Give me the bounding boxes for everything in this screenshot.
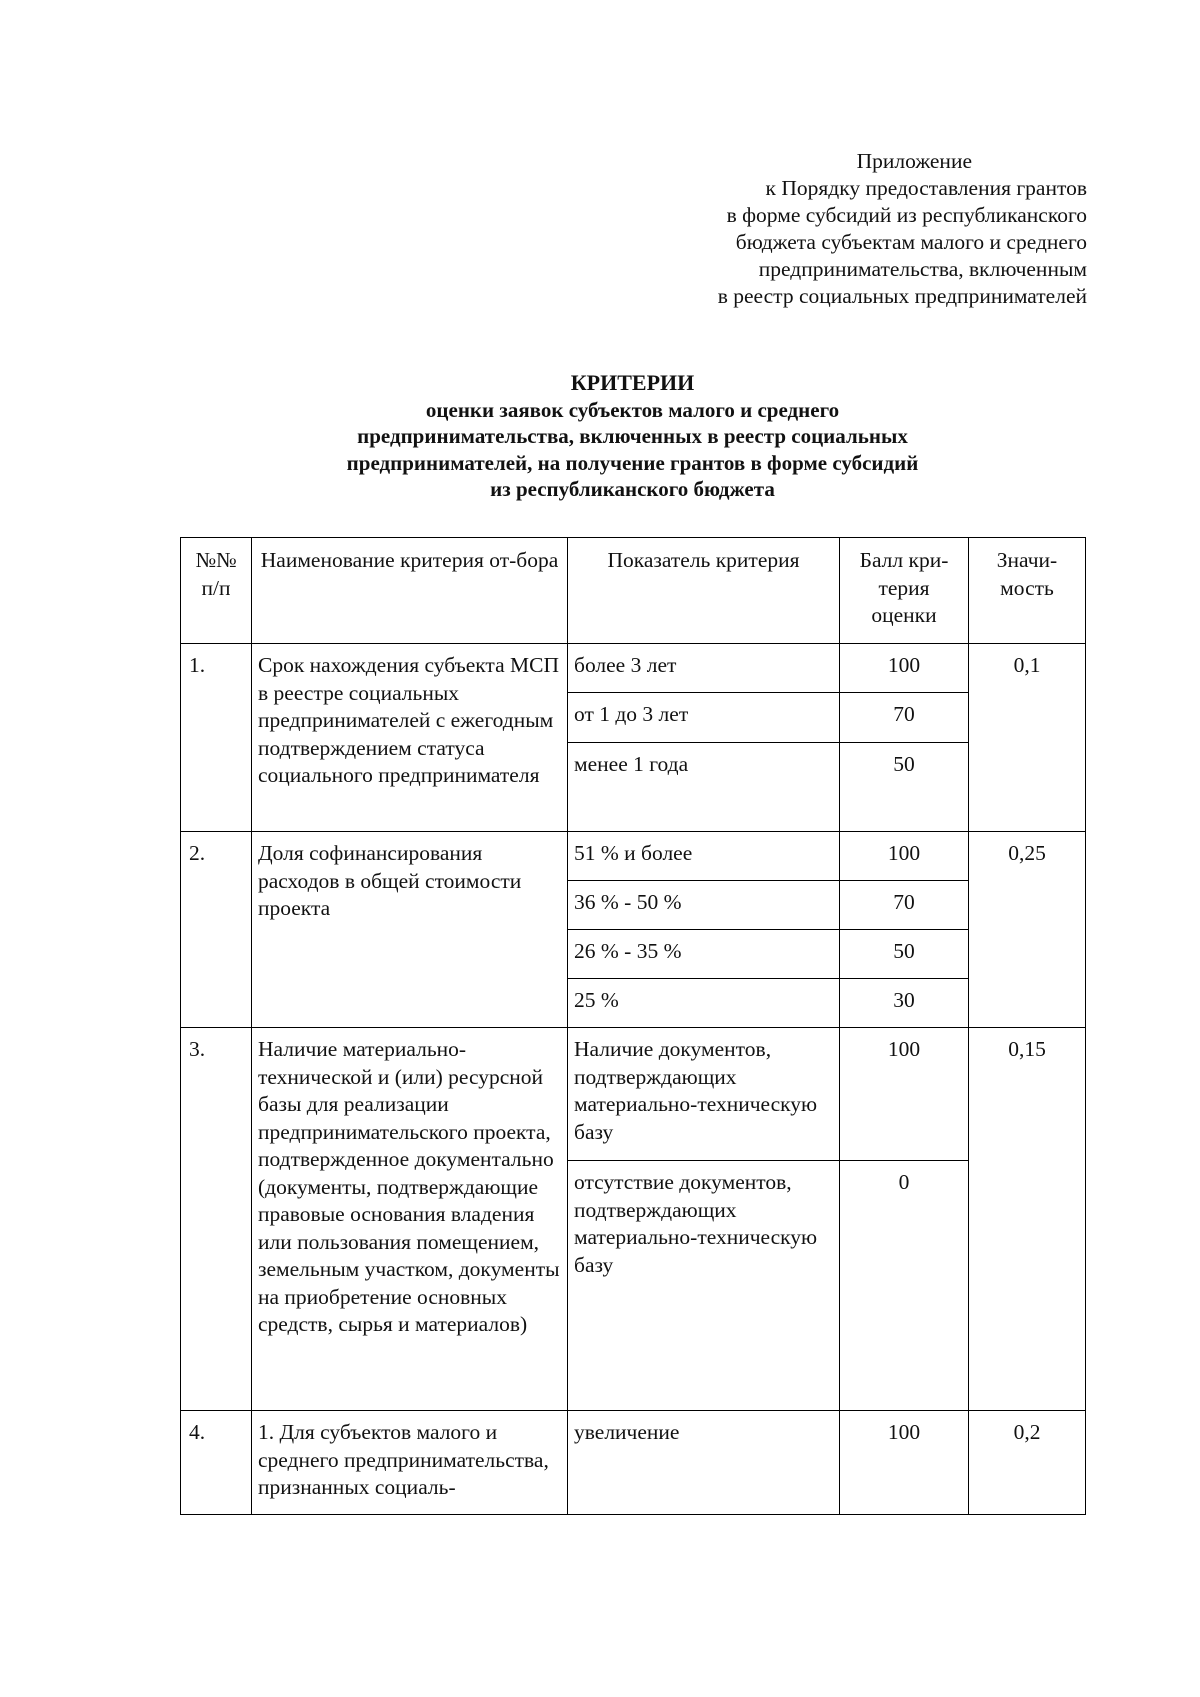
title-line: оценки заявок субъектов малого и среднего xyxy=(425,397,840,422)
indicator-cell: 26 % - 35 % xyxy=(568,930,840,979)
row-number: 3. xyxy=(181,1028,252,1411)
weight-cell: 0,1 xyxy=(969,644,1086,832)
row-number: 2. xyxy=(181,832,252,1028)
indicator-cell: увеличение xyxy=(568,1411,840,1515)
annex-line: предпринимательства, включенным xyxy=(758,257,1087,281)
indicator-cell: менее 1 года xyxy=(568,743,840,832)
weight-cell: 0,15 xyxy=(969,1028,1086,1411)
score-cell: 50 xyxy=(840,930,969,979)
title-line: предпринимательства, включенных в реестр социальных xyxy=(357,424,908,448)
table-row xyxy=(181,832,1086,881)
header-weight: Значи-мость xyxy=(969,538,1086,644)
table-header-row xyxy=(181,538,1086,644)
criteria-table xyxy=(180,537,1086,1515)
row-number: 4. xyxy=(181,1411,252,1515)
annex-line: Приложение xyxy=(856,149,972,173)
title-line: предпринимателей, на получение грантов в форме субсидий xyxy=(346,450,919,475)
indicator-cell: 36 % - 50 % xyxy=(568,881,840,930)
header-indicator: Показатель критерия xyxy=(568,538,840,644)
score-cell: 100 xyxy=(840,832,969,881)
table-row xyxy=(181,1028,1086,1161)
indicator-cell: от 1 до 3 лет xyxy=(568,693,840,743)
criterion-name: Доля софинансирования расходов в общей стоимости проекта xyxy=(252,832,568,1028)
annex-line: в форме субсидий из республиканского xyxy=(726,203,1087,227)
document-title xyxy=(180,370,1085,503)
score-cell: 100 xyxy=(840,1028,969,1161)
score-cell: 70 xyxy=(840,881,969,930)
header-num: №№ п/п xyxy=(181,538,252,644)
weight-cell: 0,2 xyxy=(969,1411,1086,1515)
title-heading: КРИТЕРИИ xyxy=(570,370,695,395)
criterion-name: 1. Для субъектов малого и среднего предпринимательства, признанных социаль- xyxy=(252,1411,568,1515)
indicator-cell: Наличие документов, подтверждающих материально-техническую базу xyxy=(568,1028,840,1161)
annex-line: к Порядку предоставления грантов xyxy=(765,176,1087,200)
indicator-cell: более 3 лет xyxy=(568,644,840,693)
score-cell: 100 xyxy=(840,1411,969,1515)
indicator-cell: 51 % и более xyxy=(568,832,840,881)
score-cell: 0 xyxy=(840,1161,969,1411)
indicator-cell: отсутствие документов, подтверждающих материально-техническую базу xyxy=(568,1161,840,1411)
title-line: из республиканского бюджета xyxy=(490,477,775,501)
annex-block xyxy=(527,148,1087,310)
criterion-name: Срок нахождения субъекта МСП в реестре социальных предпринимателей с ежегодным подтверждением статуса социального предпринимателя xyxy=(252,644,568,832)
table-row xyxy=(181,644,1086,693)
criterion-name: Наличие материально-технической и (или) ресурсной базы для реализации предпринимательского проекта, подтвержденное документально (документы, подтверждающие правовые основания владения или пользования помещением, земельным участком, документы на приобретение основных средств, сырья и материалов) xyxy=(252,1028,568,1411)
annex-line: в реестр социальных предпринимателей xyxy=(717,284,1087,308)
annex-line: бюджета субъектам малого и среднего xyxy=(735,230,1087,254)
header-score: Балл кри-терия оценки xyxy=(840,538,969,644)
row-number: 1. xyxy=(181,644,252,832)
score-cell: 30 xyxy=(840,979,969,1028)
score-cell: 70 xyxy=(840,693,969,743)
indicator-cell: 25 % xyxy=(568,979,840,1028)
header-criterion: Наименование критерия от-бора xyxy=(252,538,568,644)
score-cell: 100 xyxy=(840,644,969,693)
table-row xyxy=(181,1411,1086,1515)
score-cell: 50 xyxy=(840,743,969,832)
weight-cell: 0,25 xyxy=(969,832,1086,1028)
